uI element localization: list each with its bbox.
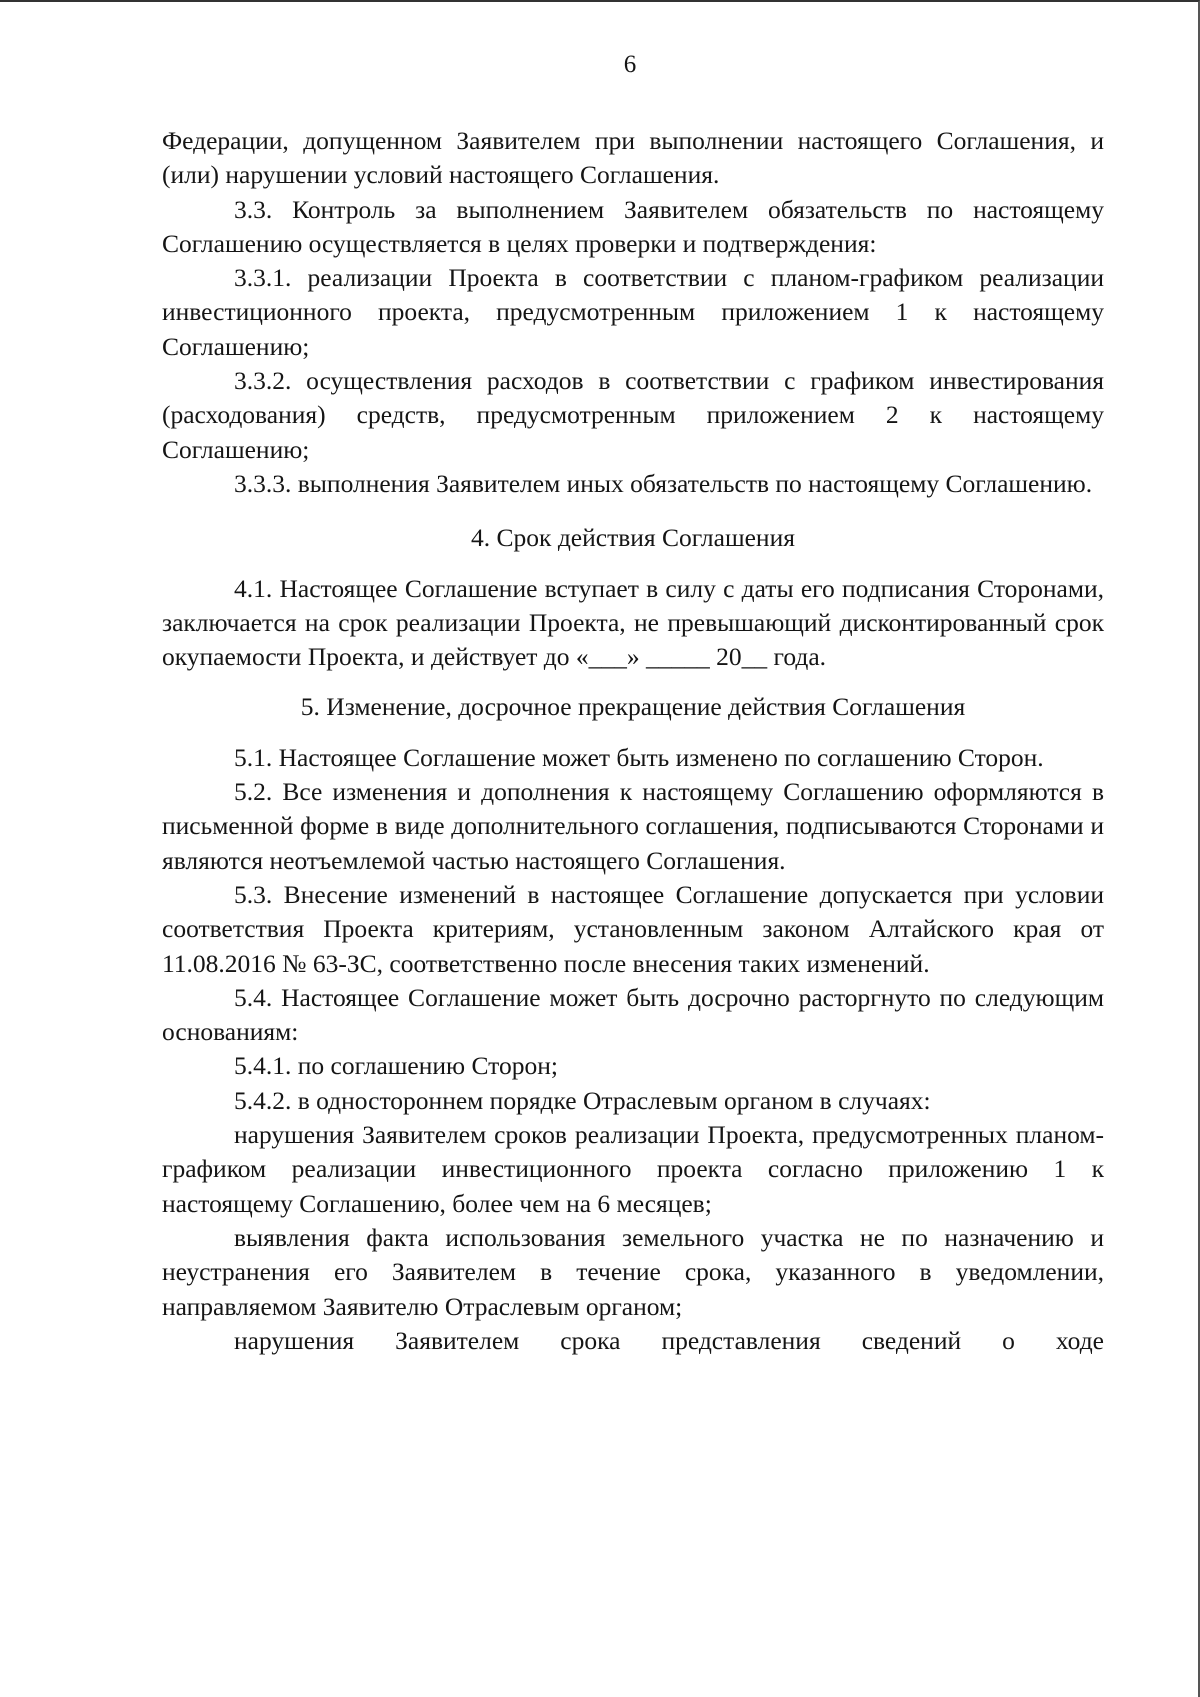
paragraph: 5.4.2. в одностороннем порядке Отраслевым органом в случаях: [234,1085,931,1115]
paragraph: нарушения Заявителем срока представления сведений о ходе [234,1325,1104,1355]
paragraph: 3.3.3. выполнения Заявителем иных обязательств по настоящему Соглашению. [234,468,1093,498]
document-body [162,124,1104,1358]
paragraph: 5.4.1. по соглашению Сторон; [234,1051,558,1081]
paragraph: 3.3.1. реализации Проекта в соответствии с планом-графиком реализации инвестиционного проекта, предусмотренным приложением 1 к настоящему Соглашению; [162,263,1104,361]
section-heading: 4. Срок действия Соглашения [471,523,795,553]
paragraph: 3.3.2. осуществления расходов в соответствии с графиком инвестирования (расходования) средств, предусмотренным приложением 2 к настоящему Соглашению; [162,366,1104,464]
paragraph: 4.1. Настоящее Соглашение вступает в силу с даты его подписания Сторонами, заключается на срок реализации Проекта, не превышающий дисконтированный срок окупаемости Проекта, и действует до «___» _____ 20__ года. [162,573,1104,672]
section-heading: 5. Изменение, досрочное прекращение действия Соглашения [300,692,966,722]
paragraph: 5.2. Все изменения и дополнения к настоящему Соглашению оформляются в письменной форме в виде дополнительного соглашения, подписываются Сторонами и являются неотъемлемой частью настоящего Соглашения. [162,777,1104,875]
paragraph: Федерации, допущенном Заявителем при выполнении настоящего Соглашения, и (или) нарушении условий настоящего Соглашения. [162,126,1104,190]
paragraph: 5.1. Настоящее Соглашение может быть изменено по соглашению Сторон. [234,742,1044,772]
paragraph: нарушения Заявителем сроков реализации Проекта, предусмотренных планом-графиком реализации инвестиционного проекта согласно приложению 1 к настоящему Соглашению, более чем на 6 месяцев; [162,1120,1104,1218]
page-number: 6 [623,51,637,78]
paragraph: выявления факта использования земельного участка не по назначению и неустранения его Заявителем в течение срока, указанного в уведомлении, направляемом Заявителю Отраслевым органом; [162,1222,1104,1321]
paragraph: 5.4. Настоящее Соглашение может быть досрочно расторгнуто по следующим основаниям: [162,982,1104,1047]
paragraph: 3.3. Контроль за выполнением Заявителем обязательств по настоящему Соглашению осуществляется в целях проверки и подтверждения: [162,194,1104,258]
paragraph: 5.3. Внесение изменений в настоящее Соглашение допускается при условии соответствия Проекта критериям, установленным законом Алтайского края от 11.08.2016 № 63-ЗС, соответственно после внесения таких изменений. [162,879,1104,978]
